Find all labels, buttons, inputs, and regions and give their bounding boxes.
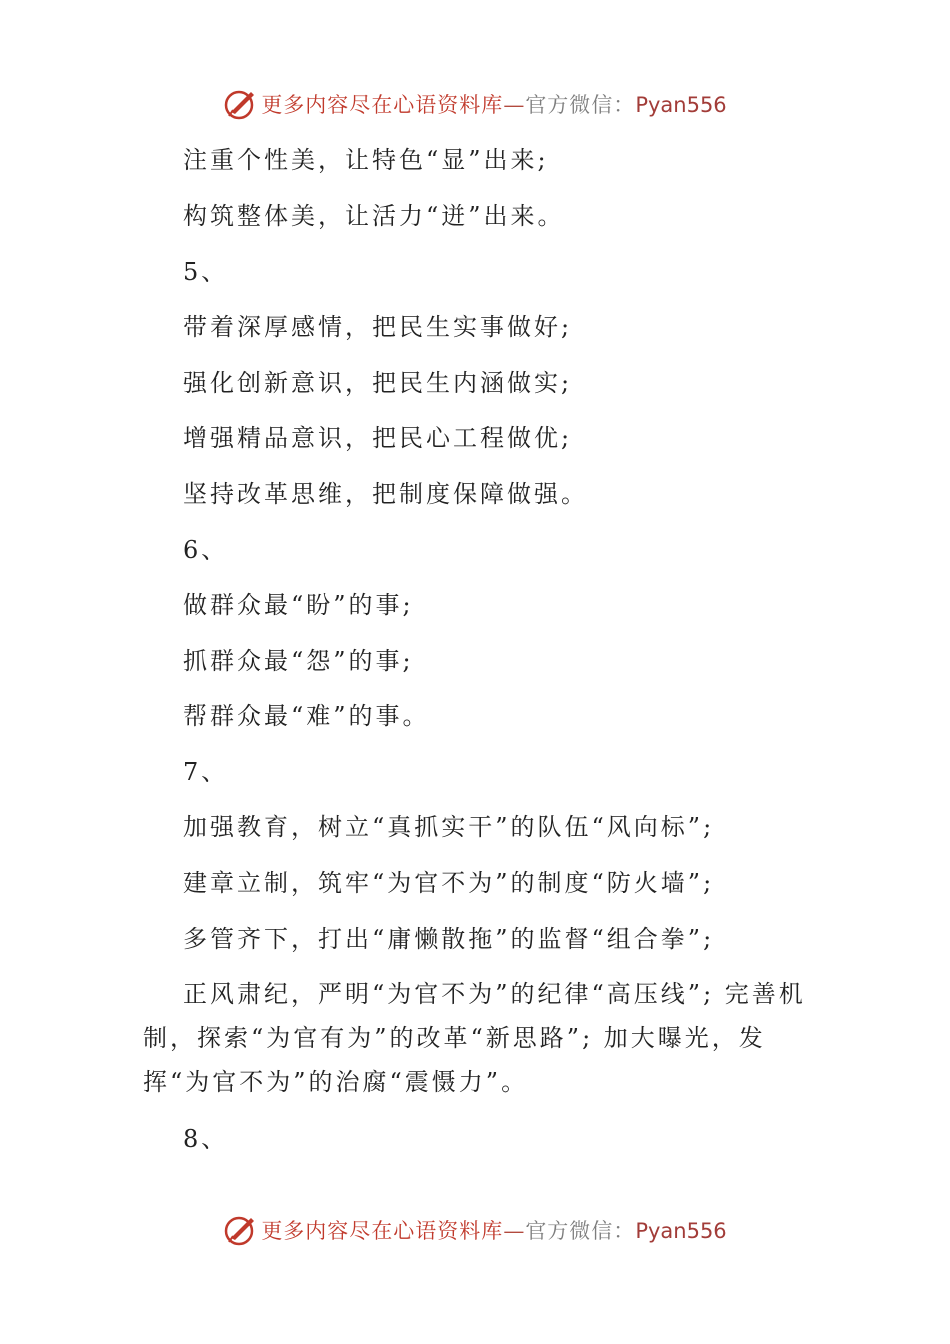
watermark-banner-bottom: [0, 1210, 950, 1250]
text-line: 构筑整体美，让活力“迸”出来。: [183, 202, 565, 230]
text-paragraph: 正风肃纪，严明“为官不为”的纪律“高压线”; 完善机制，探索“为官有为”的改革“新思路”; 加大曝光，发挥“为官不为”的治腐“震慑力”。: [143, 980, 806, 1096]
text-line: 加强教育，树立“真抓实干”的队伍“风向标”;: [183, 813, 715, 841]
watermark-text: [261, 89, 726, 119]
section-number: 8、: [183, 1125, 229, 1153]
watermark-wechat-id: Pyan556: [635, 1219, 727, 1243]
section-number: 5、: [183, 258, 229, 286]
text-line: 多管齐下，打出“庸懒散拖”的监督“组合拳”;: [183, 925, 715, 953]
section-number: 7、: [183, 758, 229, 786]
section-number: 6、: [183, 536, 229, 564]
text-line: 抓群众最“怨”的事;: [183, 647, 414, 675]
watermark-banner-top: [0, 84, 950, 124]
watermark-dash: —: [503, 1219, 526, 1243]
watermark-site-text: 更多内容尽在心语资料库: [261, 1219, 504, 1243]
text-line: 坚持改革思维，把制度保障做强。: [183, 480, 588, 508]
quill-logo-icon: [223, 1212, 259, 1248]
watermark-dash: —: [503, 93, 526, 117]
quill-logo-icon: [223, 86, 259, 122]
text-line: 强化创新意识，把民生内涵做实;: [183, 369, 573, 397]
text-line: 帮群众最“难”的事。: [183, 702, 430, 730]
watermark-text: [261, 1215, 726, 1245]
watermark-site-text: 更多内容尽在心语资料库: [261, 93, 504, 117]
text-line: 增强精品意识，把民心工程做优;: [183, 424, 573, 452]
text-line: 建章立制，筑牢“为官不为”的制度“防火墙”;: [183, 869, 715, 897]
watermark-wechat-label: 官方微信：: [525, 1219, 636, 1243]
text-line: 做群众最“盼”的事;: [183, 591, 414, 619]
watermark-wechat-label: 官方微信：: [525, 93, 636, 117]
watermark-wechat-id: Pyan556: [635, 93, 727, 117]
text-line: 注重个性美，让特色“显”出来;: [183, 146, 549, 174]
text-line: 带着深厚感情，把民生实事做好;: [183, 313, 573, 341]
